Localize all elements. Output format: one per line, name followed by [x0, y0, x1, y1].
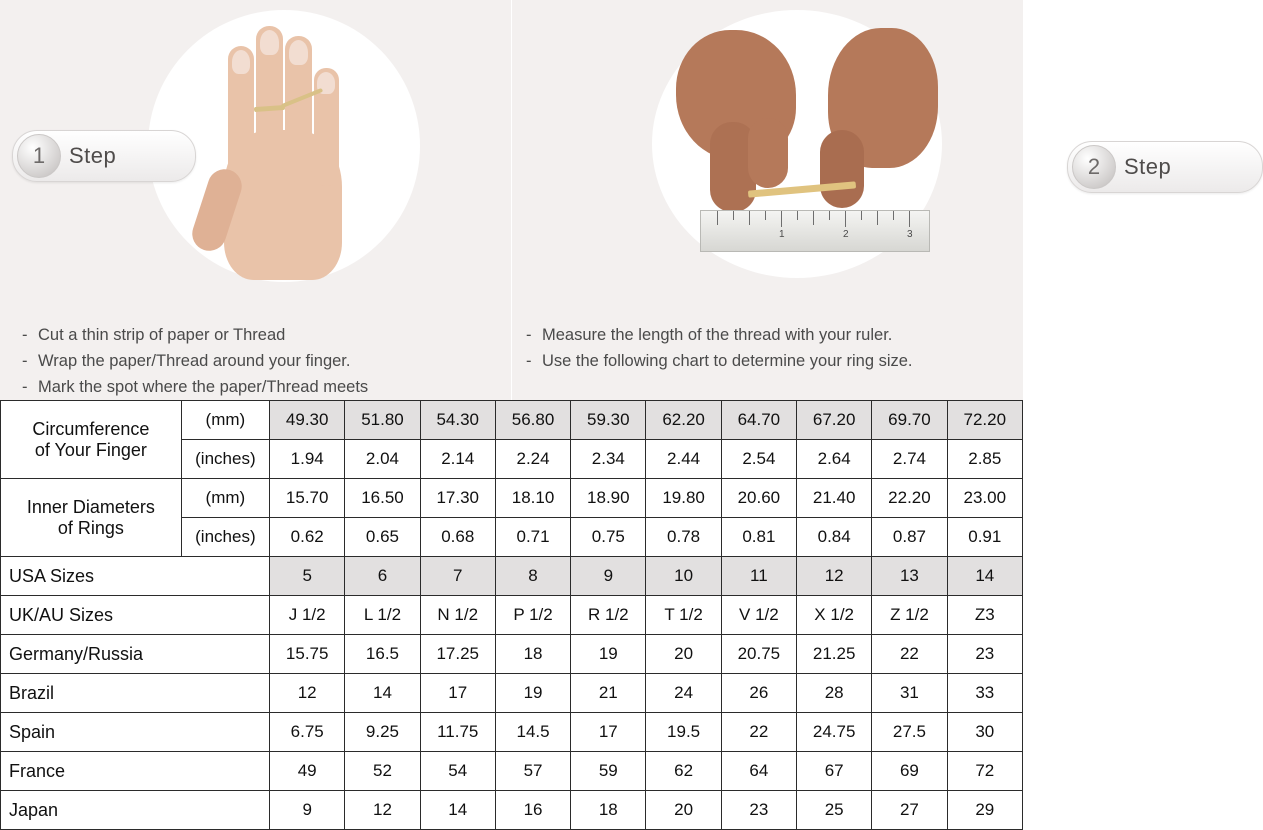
cell: 21 [571, 674, 646, 713]
cell: 19 [571, 635, 646, 674]
cell: 0.78 [646, 518, 721, 557]
unit-cell: (mm) [181, 479, 269, 518]
cell: 21.25 [797, 635, 872, 674]
cell: 51.80 [345, 401, 420, 440]
cell: 2.44 [646, 440, 721, 479]
table-row [1, 674, 1023, 713]
cell: 0.68 [420, 518, 495, 557]
cell: 20.75 [721, 635, 796, 674]
table-row [1, 791, 1023, 830]
cell: 69.70 [872, 401, 947, 440]
row-label-japan: Japan [1, 791, 270, 830]
table-row [1, 596, 1023, 635]
ruler-mark: 2 [843, 229, 849, 240]
step-2-badge [1067, 141, 1263, 193]
cell: 49.30 [270, 401, 345, 440]
cell: 72 [947, 752, 1022, 791]
cell: 24.75 [797, 713, 872, 752]
cell: 17.30 [420, 479, 495, 518]
cell: 6 [345, 557, 420, 596]
cell: 2.74 [872, 440, 947, 479]
step-1-panel [0, 0, 511, 400]
step-2-bullets [512, 322, 1023, 374]
table-row [1, 479, 1023, 518]
step-1-bullets [22, 322, 492, 400]
table-row [1, 557, 1023, 596]
cell: 17.25 [420, 635, 495, 674]
unit-cell: (inches) [181, 440, 269, 479]
row-label-uk-au-sizes: UK/AU Sizes [1, 596, 270, 635]
cell: 0.84 [797, 518, 872, 557]
cell: 22 [721, 713, 796, 752]
cell: L 1/2 [345, 596, 420, 635]
cell: 16.5 [345, 635, 420, 674]
cell: 18.90 [571, 479, 646, 518]
cell: 54.30 [420, 401, 495, 440]
row-label-france: France [1, 752, 270, 791]
list-item: - Use the following chart to determine your ring size. [526, 352, 913, 370]
cell: 20 [646, 791, 721, 830]
table-row [1, 752, 1023, 791]
cell: 23 [721, 791, 796, 830]
unit-cell: (mm) [181, 401, 269, 440]
list-item: - Wrap the paper/Thread around your finger. [22, 352, 351, 370]
step-1-label: Step [69, 143, 117, 168]
row-label-spain: Spain [1, 713, 270, 752]
step-2-number: 2 [1072, 145, 1116, 189]
list-item: - Measure the length of the thread with your ruler. [526, 326, 893, 344]
cell: 0.62 [270, 518, 345, 557]
cell: 0.81 [721, 518, 796, 557]
table-row [1, 635, 1023, 674]
cell: 9.25 [345, 713, 420, 752]
cell: 69 [872, 752, 947, 791]
cell: 9 [571, 557, 646, 596]
cell: 56.80 [495, 401, 570, 440]
cell: 59 [571, 752, 646, 791]
cell: 54 [420, 752, 495, 791]
ruler-mark: 3 [907, 229, 913, 240]
cell: 10 [646, 557, 721, 596]
cell: N 1/2 [420, 596, 495, 635]
cell: 21.40 [797, 479, 872, 518]
cell: 12 [797, 557, 872, 596]
cell: 27 [872, 791, 947, 830]
cell: 2.04 [345, 440, 420, 479]
cell: 25 [797, 791, 872, 830]
cell: 64 [721, 752, 796, 791]
cell: 64.70 [721, 401, 796, 440]
cell: 11.75 [420, 713, 495, 752]
size-conversion-table [0, 400, 1023, 830]
step-2-panel [511, 0, 1172, 400]
cell: 28 [797, 674, 872, 713]
cell: 67 [797, 752, 872, 791]
cell: Z3 [947, 596, 1022, 635]
cell: 11 [721, 557, 796, 596]
cell: 24 [646, 674, 721, 713]
row-label-usa-sizes: USA Sizes [1, 557, 270, 596]
cell: 2.64 [797, 440, 872, 479]
cell: 12 [270, 674, 345, 713]
cell: P 1/2 [495, 596, 570, 635]
cell: 62 [646, 752, 721, 791]
cell: J 1/2 [270, 596, 345, 635]
cell: 16.50 [345, 479, 420, 518]
cell: 13 [872, 557, 947, 596]
cell: 31 [872, 674, 947, 713]
cell: 17 [571, 713, 646, 752]
step-2-label: Step [1124, 154, 1172, 179]
cell: 0.65 [345, 518, 420, 557]
ring-size-chart [0, 400, 1023, 826]
row-label-germany-russia: Germany/Russia [1, 635, 270, 674]
list-item: - Mark the spot where the paper/Thread meets [22, 378, 369, 396]
cell: 72.20 [947, 401, 1022, 440]
row-label-inner-diameters: Inner Diameters of Rings [1, 479, 182, 557]
cell: 29 [947, 791, 1022, 830]
cell: 20.60 [721, 479, 796, 518]
cell: Z 1/2 [872, 596, 947, 635]
cell: 14.5 [495, 713, 570, 752]
cell: 8 [495, 557, 570, 596]
cell: 23.00 [947, 479, 1022, 518]
step-1-number: 1 [17, 134, 61, 178]
cell: 6.75 [270, 713, 345, 752]
ruler [700, 210, 930, 252]
cell: 14 [947, 557, 1022, 596]
cell: 0.75 [571, 518, 646, 557]
cell: T 1/2 [646, 596, 721, 635]
cell: 14 [345, 674, 420, 713]
cell: 52 [345, 752, 420, 791]
cell: 19.5 [646, 713, 721, 752]
list-item: - Cut a thin strip of paper or Thread [22, 326, 286, 344]
measuring-thread-with-ruler-photo [652, 10, 942, 278]
cell: 17 [420, 674, 495, 713]
cell: 7 [420, 557, 495, 596]
cell: 12 [345, 791, 420, 830]
cell: 18 [495, 635, 570, 674]
cell: R 1/2 [571, 596, 646, 635]
cell: 33 [947, 674, 1022, 713]
cell: 62.20 [646, 401, 721, 440]
instructions-section [0, 0, 1172, 400]
cell: 2.34 [571, 440, 646, 479]
cell: 14 [420, 791, 495, 830]
cell: 19.80 [646, 479, 721, 518]
cell: 0.71 [495, 518, 570, 557]
cell: 0.87 [872, 518, 947, 557]
cell: 19 [495, 674, 570, 713]
cell: 15.70 [270, 479, 345, 518]
cell: X 1/2 [797, 596, 872, 635]
cell: 49 [270, 752, 345, 791]
cell: 1.94 [270, 440, 345, 479]
row-label-circumference: Circumference of Your Finger [1, 401, 182, 479]
cell: 2.85 [947, 440, 1022, 479]
cell: 22.20 [872, 479, 947, 518]
row-label-brazil: Brazil [1, 674, 270, 713]
cell: 15.75 [270, 635, 345, 674]
cell: 27.5 [872, 713, 947, 752]
cell: 2.14 [420, 440, 495, 479]
cell: 57 [495, 752, 570, 791]
cell: 20 [646, 635, 721, 674]
cell: 2.54 [721, 440, 796, 479]
ruler-mark: 1 [779, 229, 785, 240]
cell: 9 [270, 791, 345, 830]
cell: 18.10 [495, 479, 570, 518]
cell: 22 [872, 635, 947, 674]
cell: 5 [270, 557, 345, 596]
cell: 67.20 [797, 401, 872, 440]
cell: 59.30 [571, 401, 646, 440]
cell: V 1/2 [721, 596, 796, 635]
cell: 30 [947, 713, 1022, 752]
step-1-badge [12, 130, 196, 182]
table-row [1, 401, 1023, 440]
cell: 2.24 [495, 440, 570, 479]
cell: 0.91 [947, 518, 1022, 557]
unit-cell: (inches) [181, 518, 269, 557]
table-row [1, 713, 1023, 752]
cell: 26 [721, 674, 796, 713]
cell: 16 [495, 791, 570, 830]
cell: 23 [947, 635, 1022, 674]
cell: 18 [571, 791, 646, 830]
